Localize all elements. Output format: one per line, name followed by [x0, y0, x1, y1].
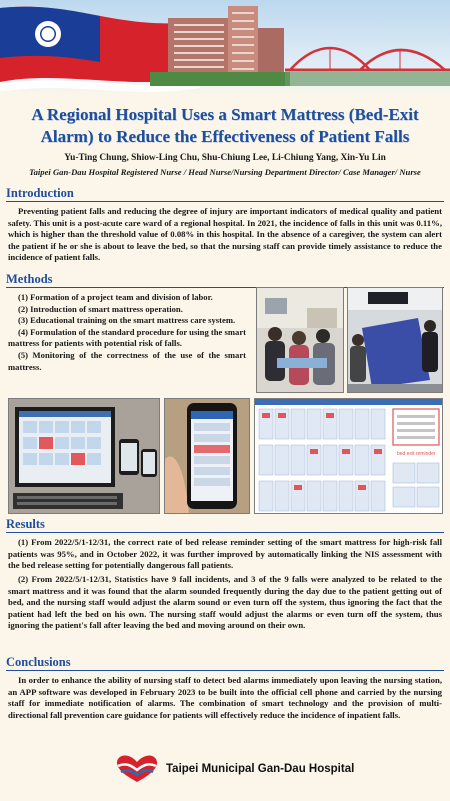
- bed-exit-alert-label: bed exit reminder: [397, 451, 436, 457]
- introduction-heading: Introduction: [6, 186, 444, 202]
- phone-app-photo: [164, 398, 250, 514]
- hospital-logo-icon: [112, 752, 162, 784]
- methods-item: (4) Formulation of the standard procedure for using the smart mattress for patients with potential risk of falls.: [8, 326, 246, 349]
- conclusions-text: In order to enhance the ability of nursing staff to detect bed alarms immediately upon leaving the nursing station, an APP software was developed in February 2023 to be built into the official cell phone and carried by the nursing staff for immediate notification of alarms. The combination of smart technology and the provision of multi-directional fall prevention care guidance for patients will effectively reduce the incidence of inpatient falls.: [8, 675, 442, 720]
- banner-illustration: [0, 0, 450, 96]
- methods-item: (5) Monitoring of the correctness of the use of the smart mattress.: [8, 349, 246, 372]
- methods-item: (1) Formation of a project team and division of labor.: [18, 292, 213, 302]
- training-photo-1: [256, 287, 344, 393]
- results-paragraph-2: (2) From 2022/5/1-12/31, Statistics have 9 fall incidents, and 3 of the 9 falls were analyzed to be related to the smart mattress and it was found that the alarm sounded frequently during the day due to the patient getting out of bed, and the nursing staff would adjust the alarm sound or even turn off the system, thus ignoring the fact that the patient had left the bed on his own. The nursing staff would adjust the alarms or even turn off the system, thus ignoring the patient's fall after leaving the bed and moving around on their own.: [8, 574, 442, 631]
- author-affiliation: Taipei Gan-Dau Hospital Registered Nurse / Head Nurse/Nursing Department Director/ Case Manager/ Nurse: [29, 167, 421, 177]
- methods-item: (2) Introduction of smart mattress operation.: [18, 303, 183, 314]
- training-photo-2: [347, 287, 443, 393]
- flag-sun-icon: [35, 21, 61, 47]
- author-list: Yu-Ting Chung, Shiow-Ling Chu, Shu-Chiung Lee, Li-Chiung Yang, Xin-Yu Lin: [64, 153, 386, 163]
- system-screenshot: [254, 398, 443, 514]
- monitor-photo: [8, 398, 160, 514]
- header-banner: [0, 0, 450, 96]
- hospital-name: Taipei Municipal Gan-Dau Hospital: [166, 763, 355, 775]
- introduction-text: Preventing patient falls and reducing the degree of injury are important indicators of medical quality and patient safety. This unit is a post-acute care ward of a regional hospital. In 2021, the incidence of falls in this unit was 0.11%, which is higher than the threshold value of 0.08% in this hospital. In the absence of a caregiver, the system can alert the patient if he or she is about to leave the bed, so that the nursing staff can provide timely assistance to reduce the incidence of patient falls.: [8, 206, 442, 263]
- results-paragraph-1: (1) From 2022/5/1-12/31, the correct rate of bed release reminder setting of the smart mattress for high-risk fall patients was 95%, and in October 2022, it was further improved by automatically linking the NIS assessment with the bed release setting for potentially dangerous fall patients.: [8, 537, 442, 571]
- methods-item: (3) Educational training on the smart mattress care system.: [18, 315, 236, 326]
- poster-title: A Regional Hospital Uses a Smart Mattress (Bed-Exit Alarm) to Reduce the Effectiveness of Patient Falls: [31, 105, 419, 146]
- methods-heading: Methods: [6, 272, 444, 288]
- conclusions-heading: Conclusions: [6, 655, 444, 671]
- results-heading: Results: [6, 517, 444, 533]
- methods-list: [8, 292, 246, 373]
